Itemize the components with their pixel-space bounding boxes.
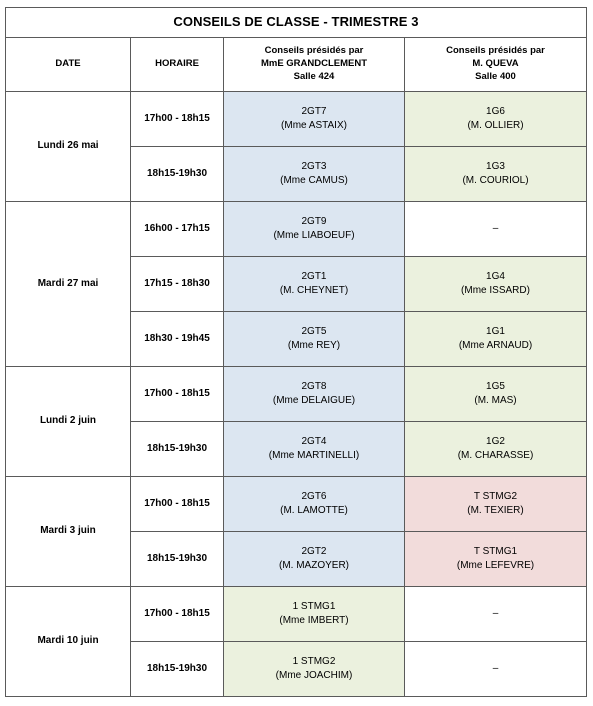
council-cell-queva (405, 202, 587, 257)
council-cell-grandclement (224, 532, 405, 587)
class-name: 2GT9 (301, 215, 327, 227)
teacher-name: (M. CHARASSE) (457, 450, 534, 461)
class-name: 1G3 (486, 160, 505, 172)
table-row (6, 587, 587, 642)
teacher-name: (Mme DELAIGUE) (272, 395, 356, 406)
date-cell: Mardi 3 juin (6, 477, 131, 587)
teacher-name: (Mme REY) (287, 340, 341, 351)
class-name: 2GT1 (301, 270, 327, 282)
teacher-name: (M. LAMOTTE) (280, 505, 348, 516)
teacher-name: (M. CHEYNET) (279, 285, 349, 296)
time-cell: 17h00 - 18h15 (131, 367, 224, 422)
council-cell-queva (405, 367, 587, 422)
class-name: 2GT4 (301, 435, 327, 447)
time-cell: 16h00 - 17h15 (131, 202, 224, 257)
council-cell-grandclement (224, 257, 405, 312)
council-cell-queva (405, 642, 587, 697)
date-cell: Mardi 27 mai (6, 202, 131, 367)
council-cell-grandclement (224, 147, 405, 202)
date-cell: Mardi 10 juin (6, 587, 131, 697)
class-name: T STMG1 (473, 545, 518, 557)
council-cell-queva (405, 587, 587, 642)
teacher-name: (M. TEXIER) (467, 505, 524, 516)
council-cell-grandclement (224, 477, 405, 532)
council-cell-queva (405, 92, 587, 147)
council-cell-queva (405, 422, 587, 477)
time-cell: 18h30 - 19h45 (131, 312, 224, 367)
table-row (6, 92, 587, 147)
time-cell: 17h15 - 18h30 (131, 257, 224, 312)
time-cell: 18h15-19h30 (131, 532, 224, 587)
class-name: 2GT6 (301, 490, 327, 502)
council-cell-grandclement (224, 202, 405, 257)
teacher-name: (Mme IMBERT) (279, 615, 349, 626)
table-row (6, 202, 587, 257)
schedule-table (5, 7, 587, 697)
council-cell-grandclement (224, 642, 405, 697)
time-cell: 18h15-19h30 (131, 147, 224, 202)
time-cell: 17h00 - 18h15 (131, 92, 224, 147)
teacher-name: (Mme LIABOEUF) (273, 230, 355, 241)
class-name: T STMG2 (473, 490, 518, 502)
class-name: 1G1 (486, 325, 505, 337)
header-col1-line1: Conseils présidés par (264, 45, 364, 57)
teacher-name: (M. MAS) (474, 395, 517, 406)
header-col1 (224, 38, 405, 92)
council-cell-grandclement (224, 367, 405, 422)
teacher-name: (Mme MARTINELLI) (268, 450, 360, 461)
header-col1-room: Salle 424 (293, 70, 335, 82)
time-cell: 17h00 - 18h15 (131, 477, 224, 532)
class-name: 2GT8 (301, 380, 327, 392)
date-cell: Lundi 2 juin (6, 367, 131, 477)
header-col2-room: Salle 400 (475, 70, 516, 82)
class-name: 1G4 (486, 270, 505, 282)
class-name: 2GT2 (301, 545, 327, 557)
table-row (6, 477, 587, 532)
class-name: 1G5 (486, 380, 505, 392)
council-cell-queva (405, 532, 587, 587)
class-name: 2GT3 (301, 160, 327, 172)
header-date: DATE (6, 38, 131, 92)
class-name: 2GT5 (301, 325, 327, 337)
class-name: – (492, 607, 499, 619)
teacher-name: (Mme ASTAIX) (281, 120, 347, 131)
teacher-name: (M. MAZOYER) (279, 560, 349, 571)
teacher-name: (Mme LEFEVRE) (456, 560, 535, 571)
class-name: – (492, 662, 499, 674)
council-cell-queva (405, 257, 587, 312)
teacher-name: (Mme CAMUS) (280, 175, 348, 186)
teacher-name: (Mme ARNAUD) (458, 340, 533, 351)
header-col2 (405, 38, 587, 92)
council-cell-grandclement (224, 312, 405, 367)
teacher-name: (Mme JOACHIM) (275, 670, 353, 681)
table-row (6, 367, 587, 422)
time-cell: 17h00 - 18h15 (131, 587, 224, 642)
class-name: 1G6 (486, 105, 505, 117)
header-col2-line1: Conseils présidés par (446, 45, 545, 57)
table-title: CONSEILS DE CLASSE - TRIMESTRE 3 (6, 8, 587, 38)
time-cell: 18h15-19h30 (131, 422, 224, 477)
teacher-name: (M. OLLIER) (467, 120, 524, 131)
header-col1-chair: MmE GRANDCLEMENT (260, 58, 368, 70)
schedule-body (6, 92, 587, 697)
schedule-sheet (5, 7, 587, 697)
time-cell: 18h15-19h30 (131, 642, 224, 697)
teacher-name: (M. COURIOL) (462, 175, 529, 186)
council-cell-grandclement (224, 422, 405, 477)
council-cell-queva (405, 477, 587, 532)
class-name: 2GT7 (301, 105, 327, 117)
class-name: – (492, 222, 499, 234)
class-name: 1G2 (486, 435, 505, 447)
council-cell-queva (405, 312, 587, 367)
date-cell: Lundi 26 mai (6, 92, 131, 202)
header-col2-chair: M. QUEVA (472, 58, 519, 70)
council-cell-grandclement (224, 92, 405, 147)
header-time: HORAIRE (131, 38, 224, 92)
class-name: 1 STMG2 (292, 655, 336, 667)
council-cell-grandclement (224, 587, 405, 642)
council-cell-queva (405, 147, 587, 202)
teacher-name: (Mme ISSARD) (461, 285, 530, 296)
class-name: 1 STMG1 (292, 600, 336, 612)
